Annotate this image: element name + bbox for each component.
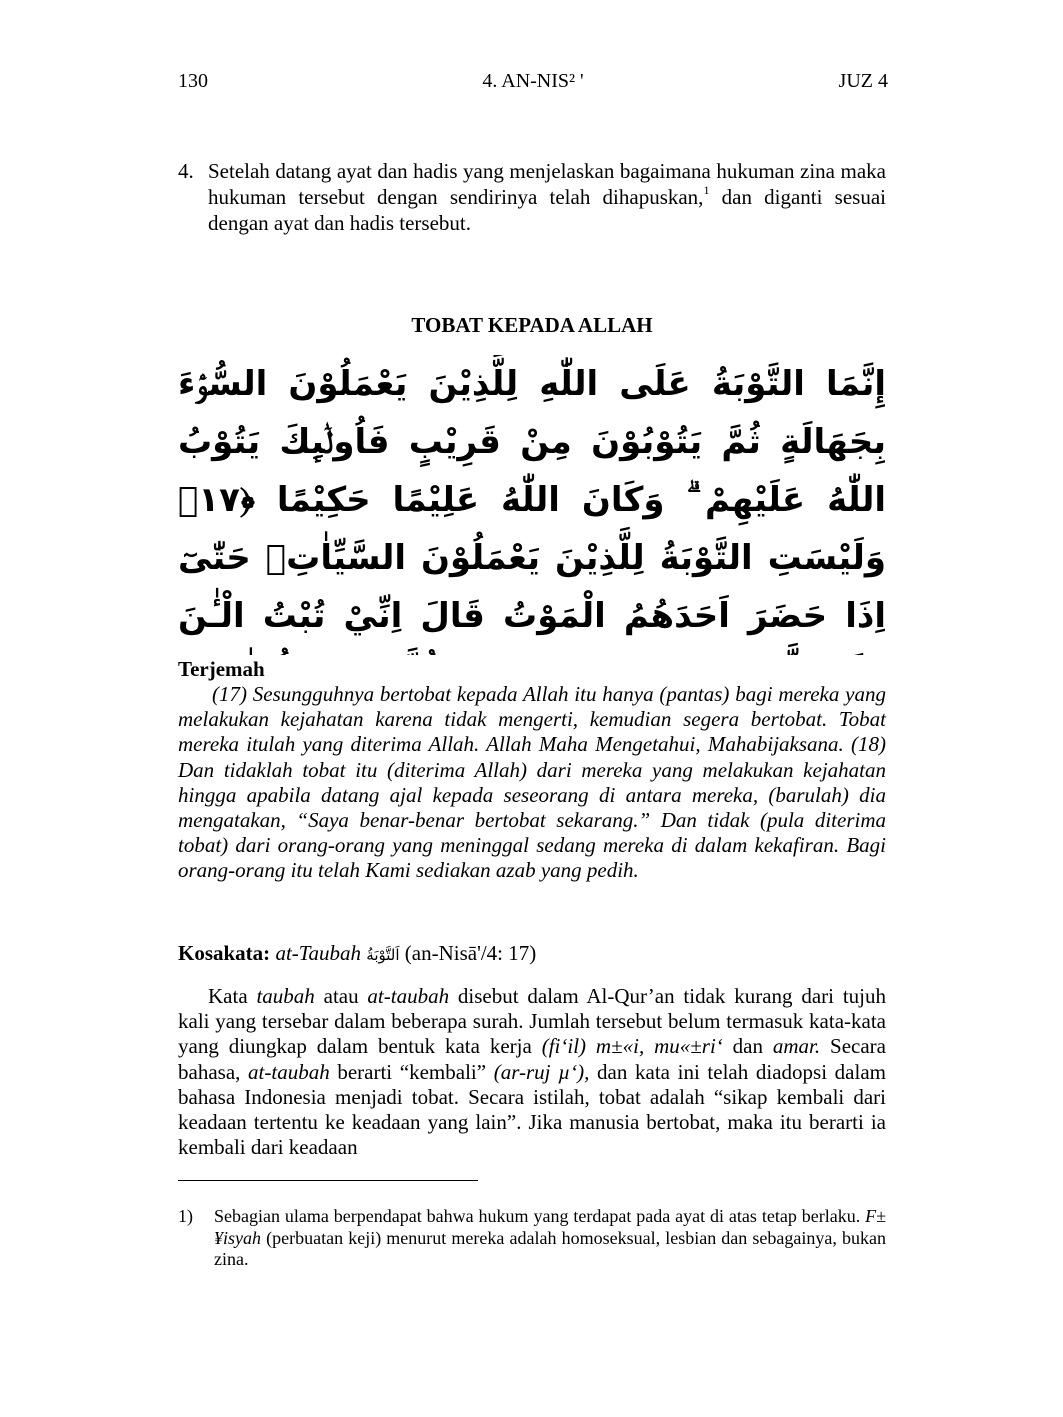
body-run-italic: (ar-ruj µ‘), <box>493 1059 590 1084</box>
footnote-text <box>214 1206 886 1271</box>
arabic-verses: إِنَّمَا التَّوْبَةُ عَلَى اللّٰهِ لِلَّذِيْنَ يَعْمَلُوْنَ السُّوْۤءَ بِجَهَالَةٍ ثُمَّ يَتُوْبُوْنَ مِنْ قَرِيْبٍ فَاُولٰۤىِٕكَ يَتُوْبُ اللّٰهُ عَلَيْهِمْ ۗ وَكَانَ اللّٰهُ عَلِيْمًا حَكِيْمًا ﴿١٧﴾ وَلَيْسَتِ التَّوْبَةُ لِلَّذِيْنَ يَعْمَلُوْنَ السَّيِّاٰتِۚ حَتّٰىٓ اِذَا حَضَرَ اَحَدَهُمُ الْمَوْتُ قَالَ اِنِّيْ تُبْتُ الْـٰٔنَ <box>178 364 886 636</box>
body-run: disebut dalam Al-Qur’an tidak kurang dari tujuh kali yang tersebar dalam beberapa surah. Jumlah tersebut belum termasuk kata-kata yang diungkap dalam bentuk kata kerja <box>178 984 886 1059</box>
translation-text: (17) Sesungguhnya bertobat kepada Allah itu hanya (pantas) bagi mereka yang melakukan kejahatan karena tidak mengerti, kemudian segera bertobat. Tobat mereka itulah yang diterima Allah. Allah Maha Mengetahui, Mahabijaksana. (18) Dan tidaklah tobat itu (diterima Allah) dari mereka yang melakukan kejahatan hingga apabila datang ajal kepada seseorang di antara mereka, (barulah) dia mengatakan, “Saya benar-benar bertobat sekarang.” Dan tidak (pula diterima tobat) dari orang-orang yang meninggal sedang mereka di dalam kekafiran. Bagi orang-orang itu telah Kami sediakan azab yang pedih. <box>178 682 886 883</box>
vocabulary-term: at-Taubah <box>275 941 362 965</box>
body-run: berarti “kembali” <box>329 1059 494 1084</box>
list-text-part-a: Setelah datang ayat dan hadis yang menjelaskan bagaimana hukuman zina maka hukuman tersebut dengan sendirinya telah dihapuskan, <box>208 159 886 209</box>
body-run: dan kata ini telah diadopsi dalam bahasa Indonesia menjadi tobat. Secara istilah, tobat adalah “sikap kembali dari keadaan tertentu ke keadaan yang lain”. Jika manusia bertobat, maka itu berarti ia kembali dari keadaan <box>178 1059 886 1160</box>
body-run: atau <box>314 984 368 1008</box>
translation-heading: Terjemah <box>178 657 265 681</box>
footnote-term: F±¥isyah <box>214 1206 886 1248</box>
list-text-part-b: dan diganti sesuai dengan ayat dan hadis tersebut. <box>208 185 886 235</box>
body-run: dan <box>722 1034 773 1059</box>
body-run-italic: (fi‘il) m±«i, mu«±ri‘ <box>541 1034 723 1059</box>
surah-title: 4. AN-NIS² ' <box>482 70 584 92</box>
vocabulary-heading <box>178 941 886 966</box>
body-run-italic: taubah <box>256 984 315 1008</box>
footnote-reference: 1 <box>703 183 710 197</box>
list-number: 4. <box>178 159 194 183</box>
body-run: Secara bahasa, <box>178 1034 886 1084</box>
vocabulary-arabic: اَلتَّوْبَةُ <box>366 946 400 964</box>
footnote <box>178 1206 886 1271</box>
footnote-run: (perbuatan keji) menurut mereka adalah homoseksual, lesbian dan sebagainya, bukan zina. <box>214 1227 886 1269</box>
vocabulary-reference: (an-Nisā'/4: 17) <box>404 941 537 965</box>
body-run-italic: amar. <box>772 1034 821 1059</box>
list-item-4 <box>178 158 886 236</box>
juz-label: JUZ 4 <box>838 70 888 92</box>
page-header <box>178 70 888 100</box>
body-run-italic: at-taubah <box>367 984 450 1008</box>
list-text <box>208 158 886 236</box>
footnote-run: Sebagian ulama berpendapat bahwa hukum yang terdapat pada ayat di atas tetap berlaku. <box>214 1206 866 1226</box>
body-paragraph <box>178 984 886 1160</box>
section-title: TOBAT KEPADA ALLAH <box>411 313 653 337</box>
body-run-italic: at-taubah <box>248 1059 330 1084</box>
footnote-divider <box>178 1180 478 1181</box>
footnote-mark: 1) <box>178 1206 193 1226</box>
vocabulary-label: Kosakata: <box>178 941 271 965</box>
page-number: 130 <box>178 70 208 92</box>
body-run: Kata <box>208 984 257 1008</box>
